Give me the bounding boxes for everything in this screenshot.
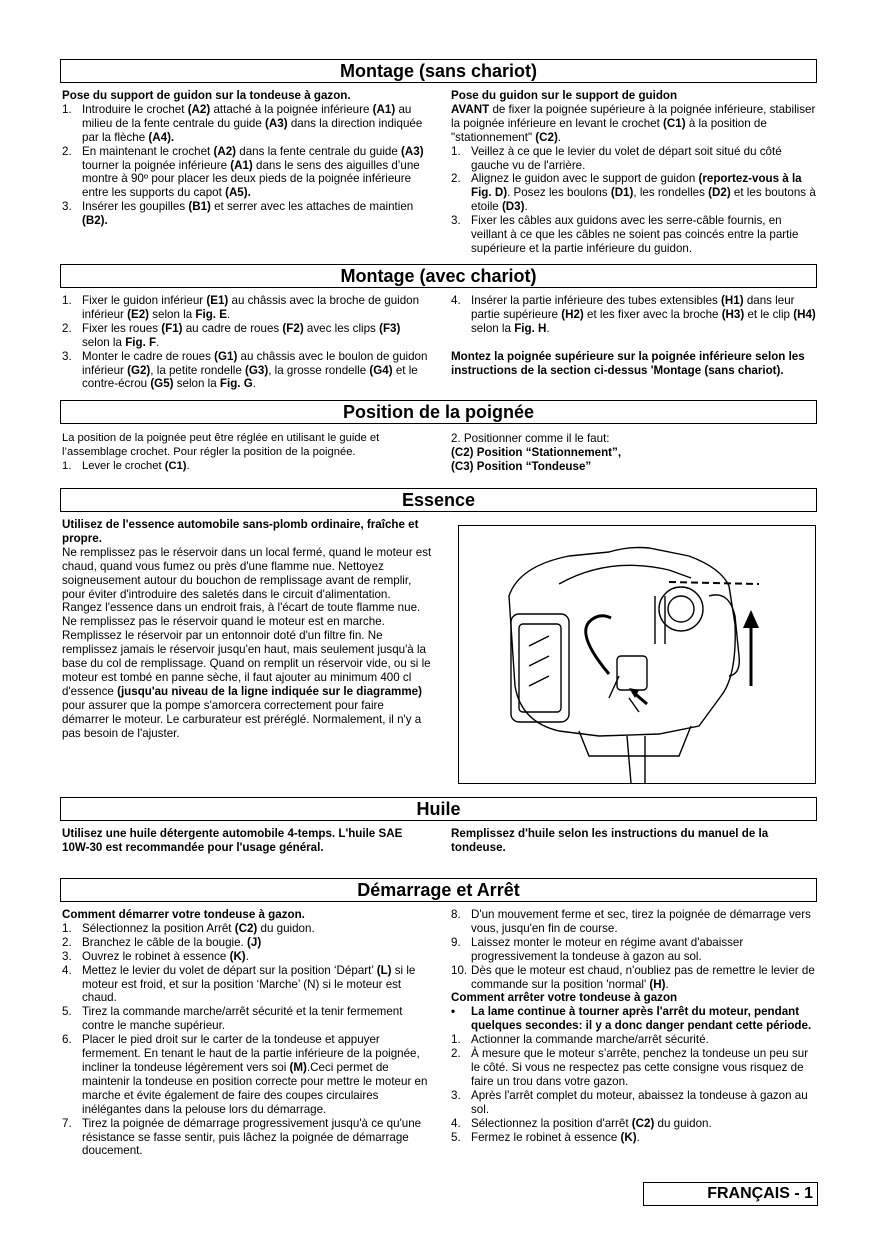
position-poignee-right: [451, 432, 817, 474]
list-item: 3. Insérer les goupilles (B1) et serrer avec les attaches de maintien (B2).: [62, 200, 414, 228]
huile-remplissage: Remplissez d'huile selon les instructions du manuel de la tondeuse.: [451, 827, 769, 854]
pose-guidon-title: Pose du guidon sur le support de guidon: [451, 89, 678, 102]
huile-recommandation: Utilisez une huile détergente automobile 4-temps. L'huile SAE 10W-30 est recommandée pour l'usage général.: [62, 827, 403, 854]
arret-steps: [451, 1033, 817, 1144]
list-item: 5. Fermez le robinet à essence (K).: [451, 1130, 640, 1144]
position-c3: (C3) Position “Tondeuse”: [451, 459, 592, 473]
arret-warning: • La lame continue à tourner après l'arrêt du moteur, pendant quelques secondes: il y a donc danger pendant cette période.: [451, 1005, 812, 1033]
list-item: 1. Lever le crochet (C1).: [62, 459, 190, 472]
list-item: 10. Dès que le moteur est chaud, n'oubliez pas de remettre le levier de commande sur la position 'normal' (H).: [451, 963, 815, 991]
arret-warning-list: [451, 1005, 817, 1033]
list-item: 4. Mettez le levier du volet de départ sur la position ‘Départ’ (L) si le moteur est froid, et sur la position ‘Marche’ (N) si le moteur est chaud.: [62, 963, 416, 1005]
list-item: 2. En maintenant le crochet (A2) dans la fente centrale du guide (A3) tourner la poignée inférieure (A1) dans le sens des aiguilles d’une montre à 90º pour placer les deux pieds de la poignée inférieure entre les supports du capot (A5).: [62, 144, 424, 200]
list-item: 2. À mesure que le moteur s’arrête, penchez la tondeuse un peu sur le côté. Si vous ne respectez pas cette consigne vous risquez de faire un trou dans votre gazon.: [451, 1047, 809, 1088]
section-header-position-poignee: Position de la poignée: [60, 400, 817, 424]
position-poignee-text: La position de la poignée peut être réglée en utilisant le guide et l’assemblage crochet. Pour régler la position de la poignée.: [62, 432, 380, 458]
essence-title: Utilisez de l'essence automobile sans-plomb ordinaire, fraîche et propre.: [62, 518, 419, 545]
list-item: 3. Monter le cadre de roues (G1) au châssis avec le boulon de guidon inférieur (G2), la petite rondelle (G3), la grosse rondelle (G4) et le contre-écrou (G5) selon la Fig. G.: [62, 349, 428, 391]
arret-title: Comment arrêter votre tondeuse à gazon: [451, 991, 678, 1005]
huile-left: [62, 827, 430, 855]
list-item: 2. Branchez le câble de la bougie. (J): [62, 935, 262, 949]
engine-fuel-diagram: [458, 525, 816, 784]
list-item: 3. Après l'arrêt complet du moteur, abaissez la tondeuse à gazon au sol.: [451, 1088, 808, 1116]
support-guidon-steps: [62, 103, 430, 228]
list-item: 1. Veillez à ce que le levier du volet de départ soit situé du côté gauche vu de l'arrière.: [451, 144, 782, 172]
demarrage-left: [62, 908, 432, 1158]
montage-avec-chariot-right: [451, 294, 817, 378]
position-poignee-left: [62, 432, 430, 474]
list-item: 2. Alignez le guidon avec le support de guidon (reportez-vous à la Fig. D). Posez les boulons (D1), les rondelles (D2) et les boutons à etoile (D3).: [451, 172, 816, 214]
list-item: 7. Tirez la poignée de démarrage progressivement jusqu'à ce qu'une résistance se fasse sentir, puis lâchez la poignée de démarrage doucement.: [62, 1116, 422, 1158]
list-item: 4. Insérer la partie inférieure des tubes extensibles (H1) dans leur partie supérieure (H2) et les fixer avec la broche (H3) et le clip (H4) selon la Fig. H.: [451, 294, 816, 335]
section-header-montage-sans-chariot: Montage (sans chariot): [60, 59, 817, 83]
position-c2: (C2) Position “Stationnement”,: [451, 445, 622, 459]
position-step-2: 2. Positionner comme il le faut:: [451, 432, 610, 445]
pose-guidon-intro: AVANT de fixer la poignée supérieure à la poignée inférieure, stabiliser la poignée inférieure en levant le crochet (C1) à la position de "stationnement" (C2).: [451, 102, 816, 144]
demarrage-right: [451, 908, 817, 1144]
montage-sans-chariot-left: [62, 89, 430, 228]
montage-avec-chariot-left: [62, 294, 430, 391]
list-item: 4. Sélectionnez la position d'arrêt (C2) du guidon.: [451, 1116, 712, 1130]
list-item: 2. Fixer les roues (F1) au cadre de roues (F2) avec les clips (F3) selon la Fig. F.: [62, 321, 401, 349]
huile-right: [451, 827, 817, 855]
support-guidon-title: Pose du support de guidon sur la tondeuse à gazon.: [62, 89, 351, 102]
pose-guidon-steps: [451, 145, 817, 256]
list-item: 5. Tirez la commande marche/arrêt sécurité et la tenir fermement contre le manche supérieur.: [62, 1005, 403, 1033]
demarrage-title: Comment démarrer votre tondeuse à gazon.: [62, 908, 305, 921]
essence-body: Ne remplissez pas le réservoir dans un local fermé, quand le moteur est chaud, quand vous fumez ou près d'une flamme nue. Nettoyez soigneusement autour du bouchon de remplissage avant de remplir, pour éviter d'introduire des saletés dans le circuit d'alimentation. Rangez l'essence dans un endroit frais, à l'écart de toute flamme nue. Ne remplissez pas le réservoir quand le moteur est en marche. Remplissez le réservoir par un entonnoir doté d'un filtre fin. Ne remplissez jamais le réservoir jusqu'en haut, mais seulement jusqu'à la base du col de remplissage. Quand on remplit un réservoir vide, ou si le moteur est tombé en panne sèche, il faut ajouter au minimum 400 cl d'essence (jusqu'au niveau de la ligne indiquée sur le diagramme) pour assurer que la pompe s'amorcera correctement pour faire démarrer le moteur. Le carburateur est préréglé. Normalement, il n'y a pas besoin de l'ajuster.: [62, 545, 432, 740]
list-item: 8. D'un mouvement ferme et sec, tirez la poignée de démarrage vers vous, jusqu'en fin de course.: [451, 908, 811, 935]
list-item: 1. Actionner la commande marche/arrêt sécurité.: [451, 1033, 709, 1047]
section-header-essence: Essence: [60, 488, 817, 512]
page-footer: FRANÇAIS - 1: [643, 1182, 818, 1206]
chariot-steps-right: [451, 294, 817, 336]
list-item: 1. Sélectionnez la position Arrêt (C2) du guidon.: [62, 921, 315, 935]
montage-sans-chariot-right: [451, 89, 817, 256]
chariot-steps-left: [62, 294, 430, 391]
engine-illustration: [459, 526, 815, 783]
essence-text: [62, 518, 432, 741]
list-item: 9. Laissez monter le moteur en régime avant d'abaisser progressivement la tondeuse à gazon au sol.: [451, 935, 744, 963]
list-item: 6. Placer le pied droit sur le carter de la tondeuse et appuyer fermement. En tenant le haut de la partie inférieure de la poignée, incliner la tondeuse légèrement vers soi (M).Ceci permet de maintenir la tondeuse en position correcte pour mettre le moteur en marche et évite également de faire des coupes circulaires inélégantes dans la pelouse lors du démarrage.: [62, 1033, 428, 1116]
section-header-huile: Huile: [60, 797, 817, 821]
demarrage-steps-continued: [451, 908, 817, 991]
demarrage-steps: [62, 922, 432, 1158]
section-header-montage-avec-chariot: Montage (avec chariot): [60, 264, 817, 288]
section-header-demarrage-arret: Démarrage et Arrêt: [60, 878, 817, 902]
position-poignee-steps: [62, 460, 430, 474]
list-item: 1. Fixer le guidon inférieur (E1) au châssis avec la broche de guidon inférieur (E2) selon la Fig. E.: [62, 294, 420, 321]
list-item: 3. Ouvrez le robinet à essence (K).: [62, 949, 249, 963]
list-item: 3. Fixer les câbles aux guidons avec les serre-câble fournis, en veillant à ce que les câbles ne soient pas coincés entre la partie supérieure et la partie inférieure du guidon.: [451, 214, 799, 255]
list-item: 1. Introduire le crochet (A2) attaché à la poignée inférieure (A1) au milieu de la fente centrale du guide (A3) dans la direction indiquée par la flèche (A4).: [62, 102, 423, 144]
chariot-note: Montez la poignée supérieure sur la poignée inférieure selon les instructions de la section ci-dessus 'Montage (sans chariot).: [451, 349, 805, 377]
